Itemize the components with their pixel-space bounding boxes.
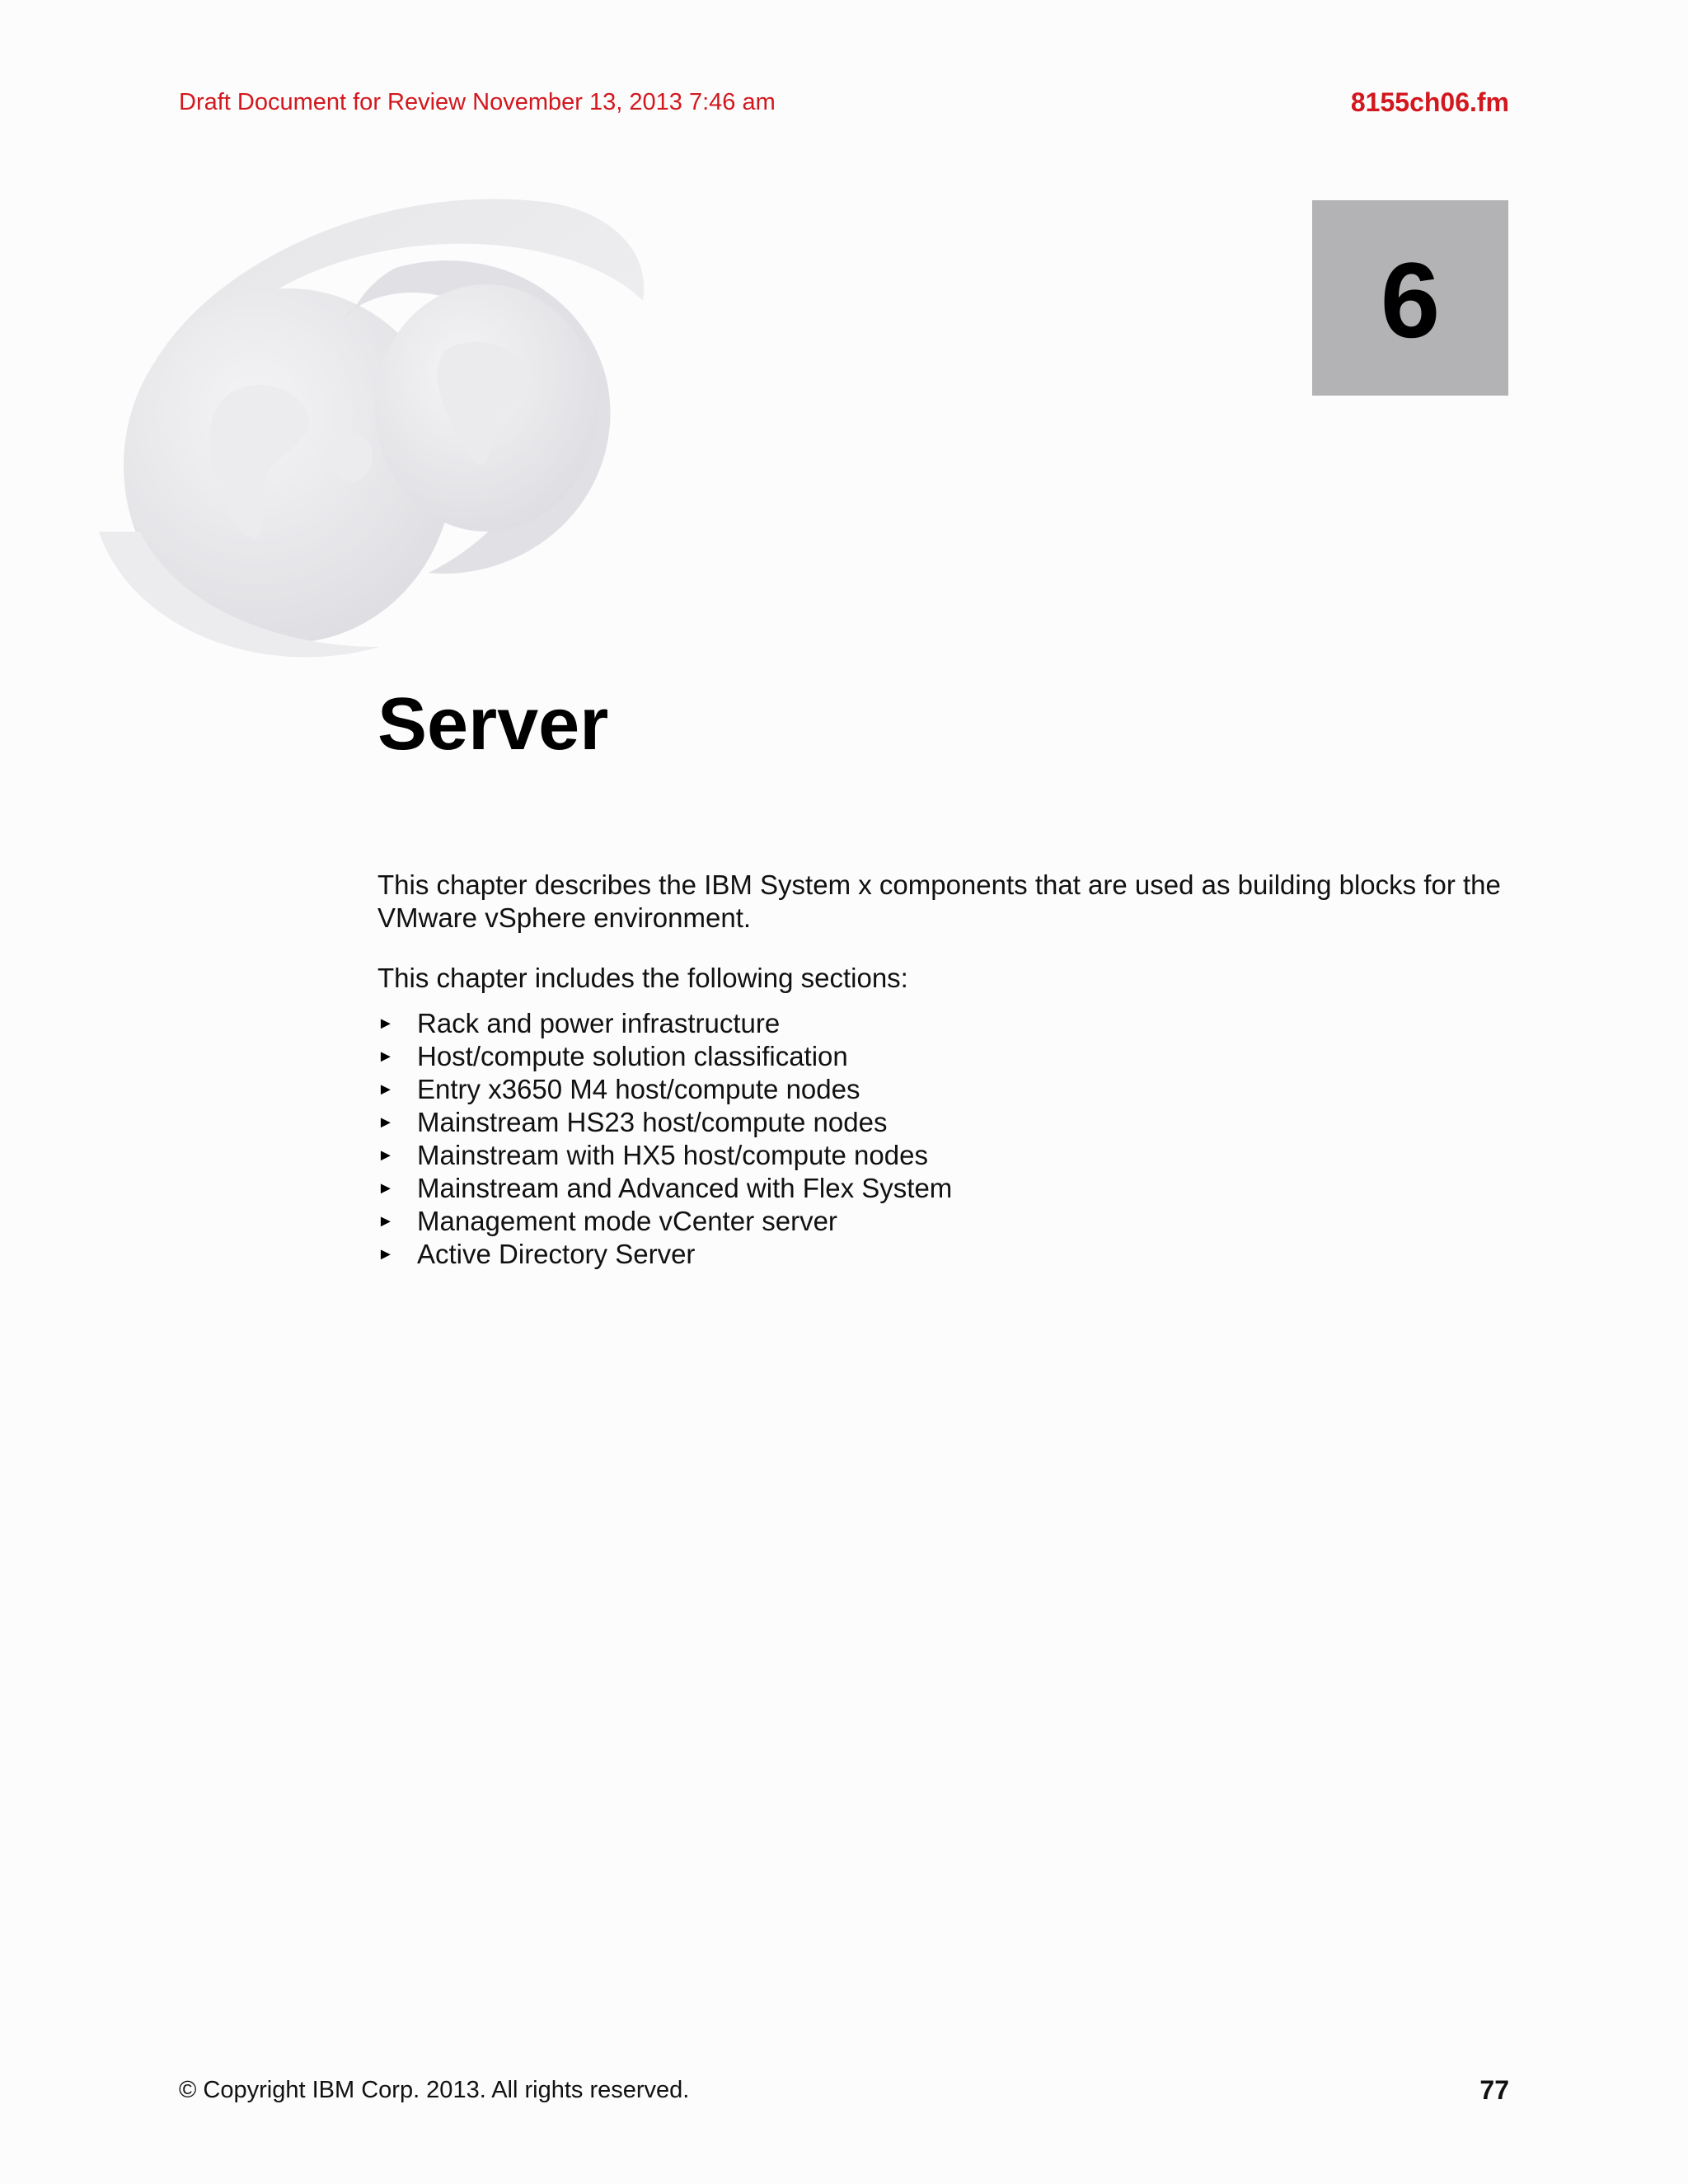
list-item	[377, 1106, 1515, 1139]
chapter-number-box	[1312, 200, 1508, 396]
section-label: Rack and power infrastructure	[417, 1008, 781, 1038]
section-label: Management mode vCenter server	[417, 1206, 837, 1236]
bullet-arrow-icon: ►	[377, 1015, 394, 1033]
bullet-arrow-icon: ►	[377, 1212, 394, 1230]
section-label: Mainstream with HX5 host/compute nodes	[417, 1140, 928, 1170]
section-list	[377, 1007, 1515, 1271]
section-label: Mainstream and Advanced with Flex System	[417, 1173, 953, 1203]
bullet-arrow-icon: ►	[377, 1080, 394, 1099]
page-title: Server	[377, 683, 609, 766]
bullet-arrow-icon: ►	[377, 1146, 394, 1165]
file-name: 8155ch06.fm	[1350, 87, 1509, 117]
sections-lead: This chapter includes the following sections:	[377, 963, 908, 993]
bullet-arrow-icon: ►	[377, 1245, 394, 1263]
chapter-number: 6	[1380, 239, 1441, 360]
list-item	[377, 1172, 1515, 1205]
draft-notice: Draft Document for Review November 13, 2013 7:46 am	[179, 89, 776, 115]
bullet-arrow-icon: ►	[377, 1047, 394, 1066]
intro-paragraph: This chapter describes the IBM System x components that are used as building blocks for the VMware vSphere environment.	[377, 869, 1501, 933]
copyright-notice: © Copyright IBM Corp. 2013. All rights reserved.	[179, 2077, 690, 2103]
chapter-body	[377, 869, 1515, 1271]
list-item	[377, 1139, 1515, 1172]
list-item	[377, 1205, 1515, 1238]
bullet-arrow-icon: ►	[377, 1179, 394, 1197]
list-item	[377, 1007, 1515, 1040]
section-label: Mainstream HS23 host/compute nodes	[417, 1107, 888, 1137]
section-label: Entry x3650 M4 host/compute nodes	[417, 1074, 860, 1104]
section-label: Active Directory Server	[417, 1239, 696, 1269]
globe-swoosh-icon	[82, 185, 676, 680]
section-label: Host/compute solution classification	[417, 1041, 848, 1071]
page-number: 77	[1479, 2075, 1509, 2105]
list-item	[377, 1040, 1515, 1073]
list-item	[377, 1238, 1515, 1271]
list-item	[377, 1073, 1515, 1106]
bullet-arrow-icon: ►	[377, 1113, 394, 1132]
